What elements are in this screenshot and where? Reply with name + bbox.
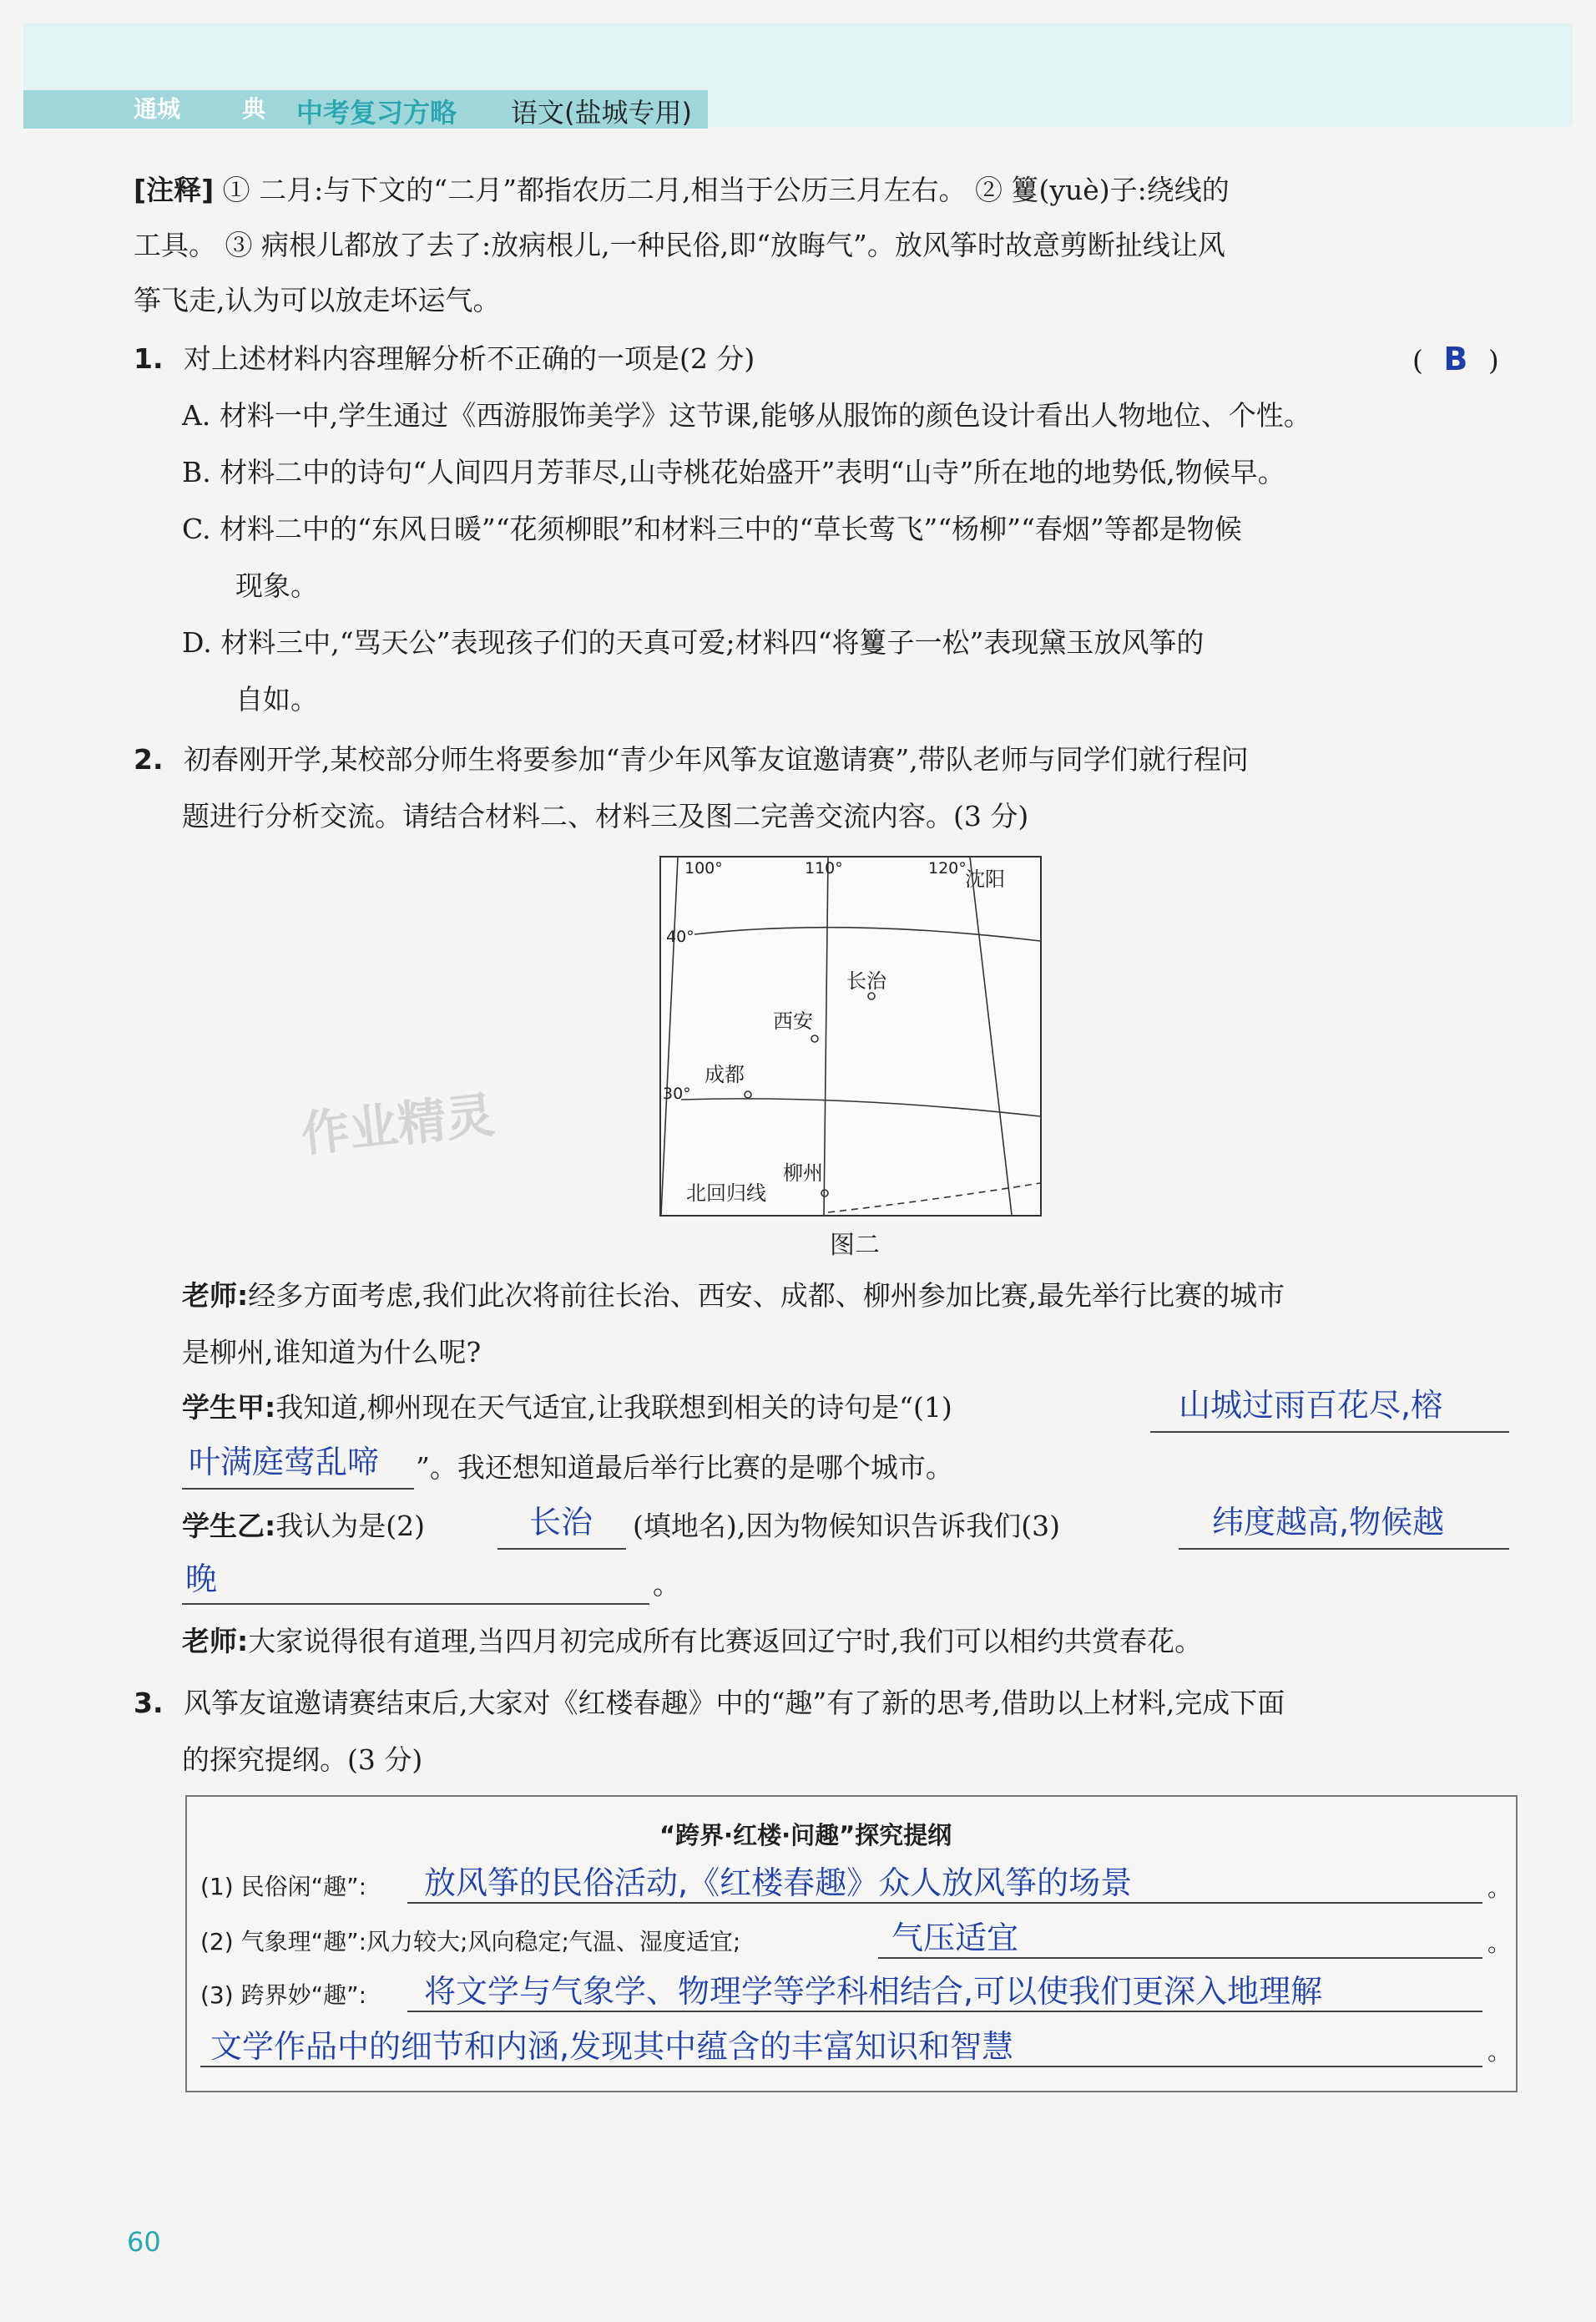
teacher-speaker: 老师: — [182, 1279, 249, 1312]
answer-1a: 山城过雨百花尽,榕 — [1179, 1387, 1443, 1424]
q1-option-c: C. 材料二中的“东风日暖”“花须柳眼”和材料三中的“草长莺飞”“杨柳”“春烟”等都是物候 — [182, 513, 1242, 545]
student-yi-text: 我认为是(2) — [275, 1510, 425, 1542]
q1-stem — [134, 334, 755, 384]
subject-label: 语文(盐城专用) — [511, 97, 692, 129]
lon-label-120: 120° — [928, 859, 967, 878]
teacher-speaker-2: 老师: — [182, 1625, 249, 1657]
answer-3b: 晚 — [185, 1561, 218, 1597]
city-label-shenyang: 沈阳 — [965, 868, 1005, 891]
map-graticule — [661, 857, 1040, 1215]
lon-label-100: 100° — [684, 859, 723, 878]
outline-item-2-answer: 气压适宜 — [891, 1920, 1019, 1956]
meridian-100 — [661, 857, 678, 1215]
map-caption: 图二 — [830, 1231, 880, 1260]
q1-paren-open: ( — [1412, 344, 1423, 377]
q3-stem-text: 风筝友谊邀请赛结束后,大家对《红楼春趣》中的“趣”有了新的思考,借助以上材料,完成下面 — [184, 1687, 1285, 1719]
q1-option-a: A. 材料一中,学生通过《西游服饰美学》这节课,能够从服饰的颜色设计看出人物地位、个性。 — [182, 399, 1311, 432]
answer-1b: 叶满庭莺乱啼 — [189, 1444, 380, 1480]
notes-label: [注释] — [134, 174, 215, 206]
watermark: 作业精灵 — [298, 1086, 497, 1163]
notes-line-2: 工具。 ③ 病根儿都放了去了:放病根儿,一种民俗,即“放晦气”。放风筝时故意剪断扯线让风 — [134, 229, 1225, 261]
outline-item-1-label: (1) 民俗闲“趣”: — [200, 1873, 367, 1900]
notes-line-3: 筝飞走,认为可以放走坏运气。 — [134, 284, 501, 316]
map-figure — [659, 856, 1042, 1217]
teacher-text-2: 大家说得很有道理,当四月初完成所有比赛返回辽宁时,我们可以相约共赏春花。 — [248, 1625, 1203, 1657]
lat-label-40: 40° — [666, 928, 694, 946]
blank-3b-line — [182, 1601, 649, 1605]
page-number: 60 — [127, 2226, 161, 2258]
q1-option-c-cont: 现象。 — [235, 569, 318, 602]
outline-title: “跨界·红楼·问趣”探究提纲 — [659, 1821, 952, 1849]
student-yi-speaker: 学生乙: — [182, 1510, 276, 1542]
answer-2: 长治 — [529, 1504, 593, 1540]
q3-stem-cont: 的探究提纲。(3 分) — [182, 1743, 423, 1776]
tropic-label: 北回归线 — [686, 1181, 766, 1205]
q1-option-b: B. 材料二中的诗句“人间四月芳菲尽,山寺桃花始盛开”表明“山寺”所在地的地势低,物候早。 — [182, 456, 1285, 488]
book-title: 中考复习方略 — [296, 97, 457, 129]
lon-label-110: 110° — [805, 859, 843, 878]
outline-item-1-answer: 放风筝的民俗活动,《红楼春趣》众人放风筝的场景 — [424, 1864, 1133, 1901]
student-jia-line — [182, 1383, 952, 1433]
q2-number: 2. — [134, 743, 164, 776]
q1-number: 1. — [134, 342, 164, 375]
series-tag: 通城 — [134, 95, 181, 123]
city-label-changzhi: 长治 — [846, 969, 886, 993]
city-dot-chengdu — [745, 1091, 751, 1098]
q2-stem-text: 初春刚开学,某校部分师生将要参加“青少年风筝友谊邀请赛”,带队老师与同学们就行程问 — [184, 743, 1249, 776]
parallel-40 — [694, 928, 1040, 941]
city-dot-changzhi — [868, 993, 875, 999]
blank-2-line — [497, 1546, 626, 1550]
teacher-line-1-cont: 是柳州,谁知道为什么呢? — [182, 1336, 482, 1368]
q1-answer-slot — [1412, 334, 1499, 386]
student-jia-speaker: 学生甲: — [182, 1391, 276, 1424]
outline-item-1-period: 。 — [1487, 1874, 1512, 1902]
q1-answer: B — [1443, 341, 1468, 377]
meridian-110 — [824, 857, 828, 1215]
city-label-liuzhou: 柳州 — [783, 1161, 823, 1185]
outline-item-2-period: 。 — [1487, 1930, 1512, 1957]
blank-3-line — [1179, 1546, 1509, 1550]
student-yi-text-2: (填地名),因为物候知识告诉我们(3) — [633, 1510, 1060, 1542]
q1-option-d: D. 材料三中,“骂天公”表现孩子们的天真可爱;材料四“将籰子一松”表现黛玉放风筝的 — [182, 626, 1205, 659]
notes-text-1: ① 二月:与下文的“二月”都指农历二月,相当于公历三月左右。 ② 籰(yuè)子:绕线的 — [222, 174, 1230, 206]
student-jia-text: 我知道,柳州现在天气适宜,让我联想到相关的诗句是“(1) — [275, 1391, 952, 1424]
q3-stem — [134, 1678, 1285, 1728]
city-label-xian: 西安 — [773, 1009, 813, 1033]
series-tag-2: 典 — [242, 95, 266, 123]
outline-item-3-period: 。 — [1487, 2038, 1512, 2066]
student-jia-text-2: ”。我还想知道最后举行比赛的是哪个城市。 — [416, 1451, 953, 1484]
q2-stem-cont: 题进行分析交流。请结合材料二、材料三及图二完善交流内容。(3 分) — [182, 800, 1029, 832]
city-label-chengdu: 成都 — [705, 1063, 745, 1086]
blank-1-line — [1150, 1429, 1509, 1433]
blank-1b-line — [182, 1486, 414, 1490]
parallel-30 — [681, 1099, 1040, 1116]
q1-option-d-cont: 自如。 — [235, 683, 318, 716]
meridian-120 — [970, 857, 1012, 1215]
outline-item-3-answer-1: 将文学与气象学、物理学等学科相结合,可以使我们更深入地理解 — [424, 1973, 1323, 2010]
teacher-line-2 — [182, 1616, 1202, 1667]
city-dot-xian — [811, 1035, 818, 1042]
answer-3a: 纬度越高,物候越 — [1212, 1504, 1445, 1540]
lat-label-30: 30° — [663, 1085, 691, 1103]
student-yi-line — [182, 1501, 425, 1551]
teacher-line-1 — [182, 1271, 1285, 1321]
outline-item-3-answer-2: 文学作品中的细节和内涵,发现其中蕴含的丰富知识和智慧 — [210, 2028, 1014, 2065]
outline-item-2-label: (2) 气象理“趣”:风力较大;风向稳定;气温、湿度适宜; — [200, 1928, 741, 1955]
outline-item-3-label: (3) 跨界妙“趣”: — [200, 1981, 367, 2009]
student-yi-end: 。 — [653, 1568, 680, 1601]
q2-stem — [134, 735, 1249, 785]
q1-stem-text: 对上述材料内容理解分析不正确的一项是(2 分) — [184, 342, 755, 375]
tropic-line — [828, 1183, 1040, 1212]
q3-number: 3. — [134, 1687, 164, 1719]
teacher-text-1: 经多方面考虑,我们此次将前往长治、西安、成都、柳州参加比赛,最先举行比赛的城市 — [248, 1279, 1285, 1312]
q1-paren-close: ) — [1487, 344, 1499, 377]
notes-line-1 — [134, 165, 1230, 215]
